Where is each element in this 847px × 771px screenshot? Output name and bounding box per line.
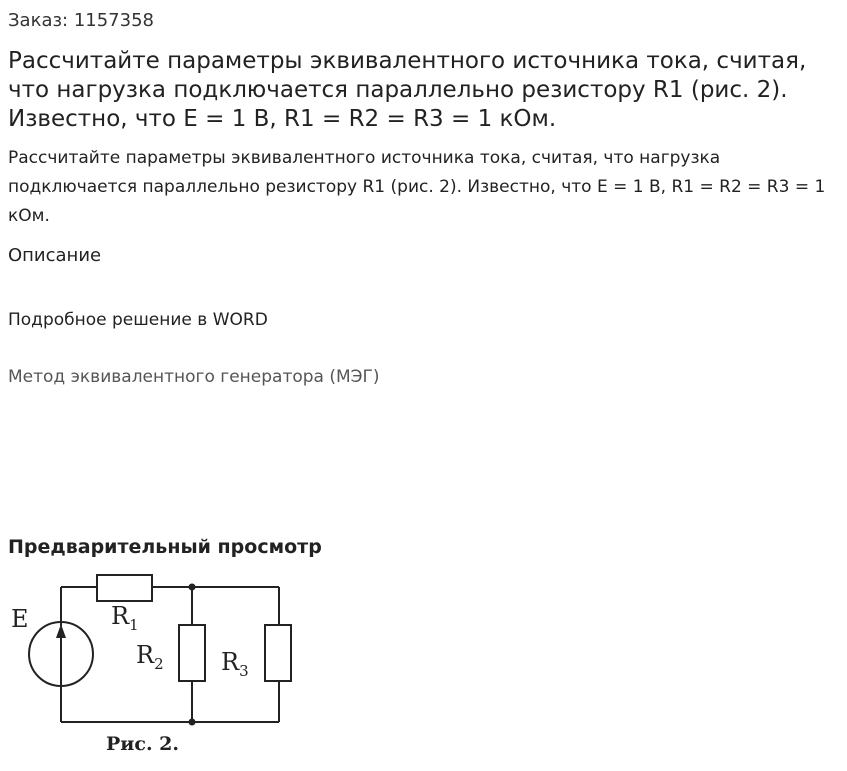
figure-caption: Рис. 2. (106, 733, 180, 755)
preview-heading: Предварительный просмотр (8, 536, 322, 558)
source-arrow-head (56, 624, 66, 638)
description-heading: Описание (8, 245, 102, 266)
r3-label: $R_3$ (221, 648, 249, 680)
circuit-diagram (8, 566, 308, 766)
junction-node (189, 584, 196, 591)
resistor-r3 (265, 625, 291, 681)
order-number: Заказ: 1157358 (8, 10, 154, 31)
source-label: E (11, 605, 29, 633)
description-text: Подробное решение в WORD (8, 310, 268, 330)
circuit-svg (8, 566, 308, 766)
r1-label: $R_1$ (111, 602, 139, 634)
page-title: Рассчитайте параметры эквивалентного источника тока, считая, что нагрузка подключается параллельно резистору R1 (рис. 2). Известно, что E = 1 В, R1 = R2 = R3 = 1 кОм. (8, 48, 807, 132)
method-link[interactable]: Метод эквивалентного генератора (МЭГ) (8, 367, 380, 387)
junction-node (189, 719, 196, 726)
resistor-r2 (179, 625, 205, 681)
task-text: Рассчитайте параметры эквивалентного источника тока, считая, что нагрузка подключается параллельно резистору R1 (рис. 2). Известно, что E = 1 В, R1 = R2 = R3 = 1 кОм. (8, 148, 826, 226)
resistor-r1 (97, 575, 152, 601)
r2-label: $R_2$ (136, 641, 164, 673)
